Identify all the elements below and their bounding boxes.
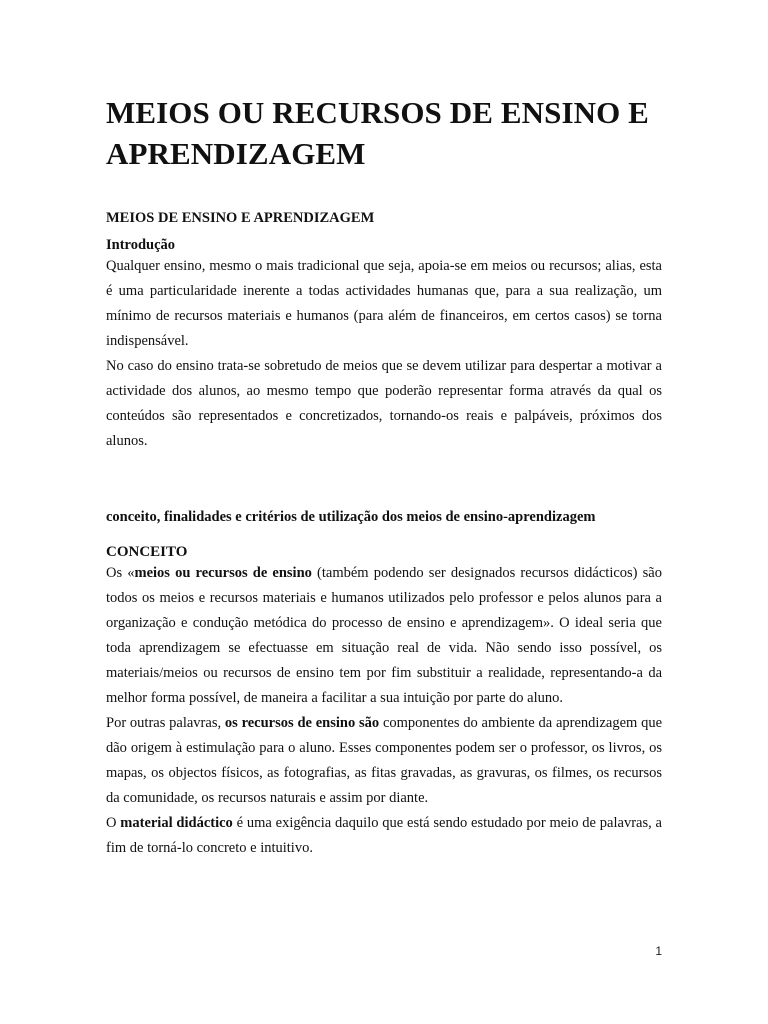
page-number: 1: [655, 944, 662, 958]
intro-heading: Introdução: [106, 237, 176, 253]
material-paragraph: [106, 811, 662, 861]
material-bold-term: material didáctico: [120, 815, 233, 831]
outras-paragraph: [106, 711, 662, 811]
conceito-heading: CONCEITO: [106, 544, 188, 560]
concept-bold-term: meios ou recursos de ensino: [134, 565, 312, 581]
page-content: [106, 92, 662, 861]
material-rest: é uma exigência daquilo que está sendo estudado por meio de palavras, a fim de torná-lo concreto e intuitivo.: [106, 815, 662, 856]
outras-rest: componentes do ambiente da aprendizagem que dão origem à estimulação para o aluno. Esses componentes podem ser o professor, os livros, os mapas, os objectos físicos, as fotografias, as fitas gravadas, as gravuras, os filmes, os recursos da comunidade, os recursos naturais e assim por diante.: [106, 715, 663, 806]
concept-paragraph: [106, 561, 662, 711]
concept-section-heading: conceito, finalidades e critérios de utilização dos meios de ensino-aprendizagem: [106, 509, 596, 525]
outras-prefix: Por outras palavras,: [106, 715, 225, 731]
material-prefix: O: [106, 815, 121, 831]
concept-prefix: Os «: [106, 565, 135, 581]
outras-bold-term: os recursos de ensino são: [224, 715, 380, 731]
main-heading: MEIOS DE ENSINO E APRENDIZAGEM: [106, 210, 375, 226]
intro-paragraph-2: No caso do ensino trata-se sobretudo de meios que se devem utilizar para despertar a motivar a actividade dos alunos, ao mesmo tempo que poderão representar forma através da qual os conteúdos são representados e concretizados, tornando-os reais e palpáveis, próximos dos alunos.: [106, 358, 662, 449]
page-title: MEIOS OU RECURSOS DE ENSINO E APRENDIZAGEM: [106, 95, 649, 171]
concept-rest: (também podendo ser designados recursos didácticos) são todos os meios e recursos materiais e humanos utilizados pelo professor e pelos alunos para a organização e condução metódica do processo de ensino e aprendizagem». O ideal seria que toda aprendizagem se efectuasse em situação real de vida. Não sendo isso possível, os materiais/meios ou recursos de ensino tem por fim substituir a realidade, representando-a da melhor forma possível, de maneira a facilitar a sua intuição por parte do aluno.: [106, 565, 662, 706]
intro-paragraph-1: Qualquer ensino, mesmo o mais tradicional que seja, apoia-se em meios ou recursos; alias, esta é uma particularidade inerente a todas actividades humanas que, para a sua realização, um mínimo de recursos materiais e humanos (para além de financeiros, em certos casos) se torna indispensável.: [106, 258, 662, 349]
